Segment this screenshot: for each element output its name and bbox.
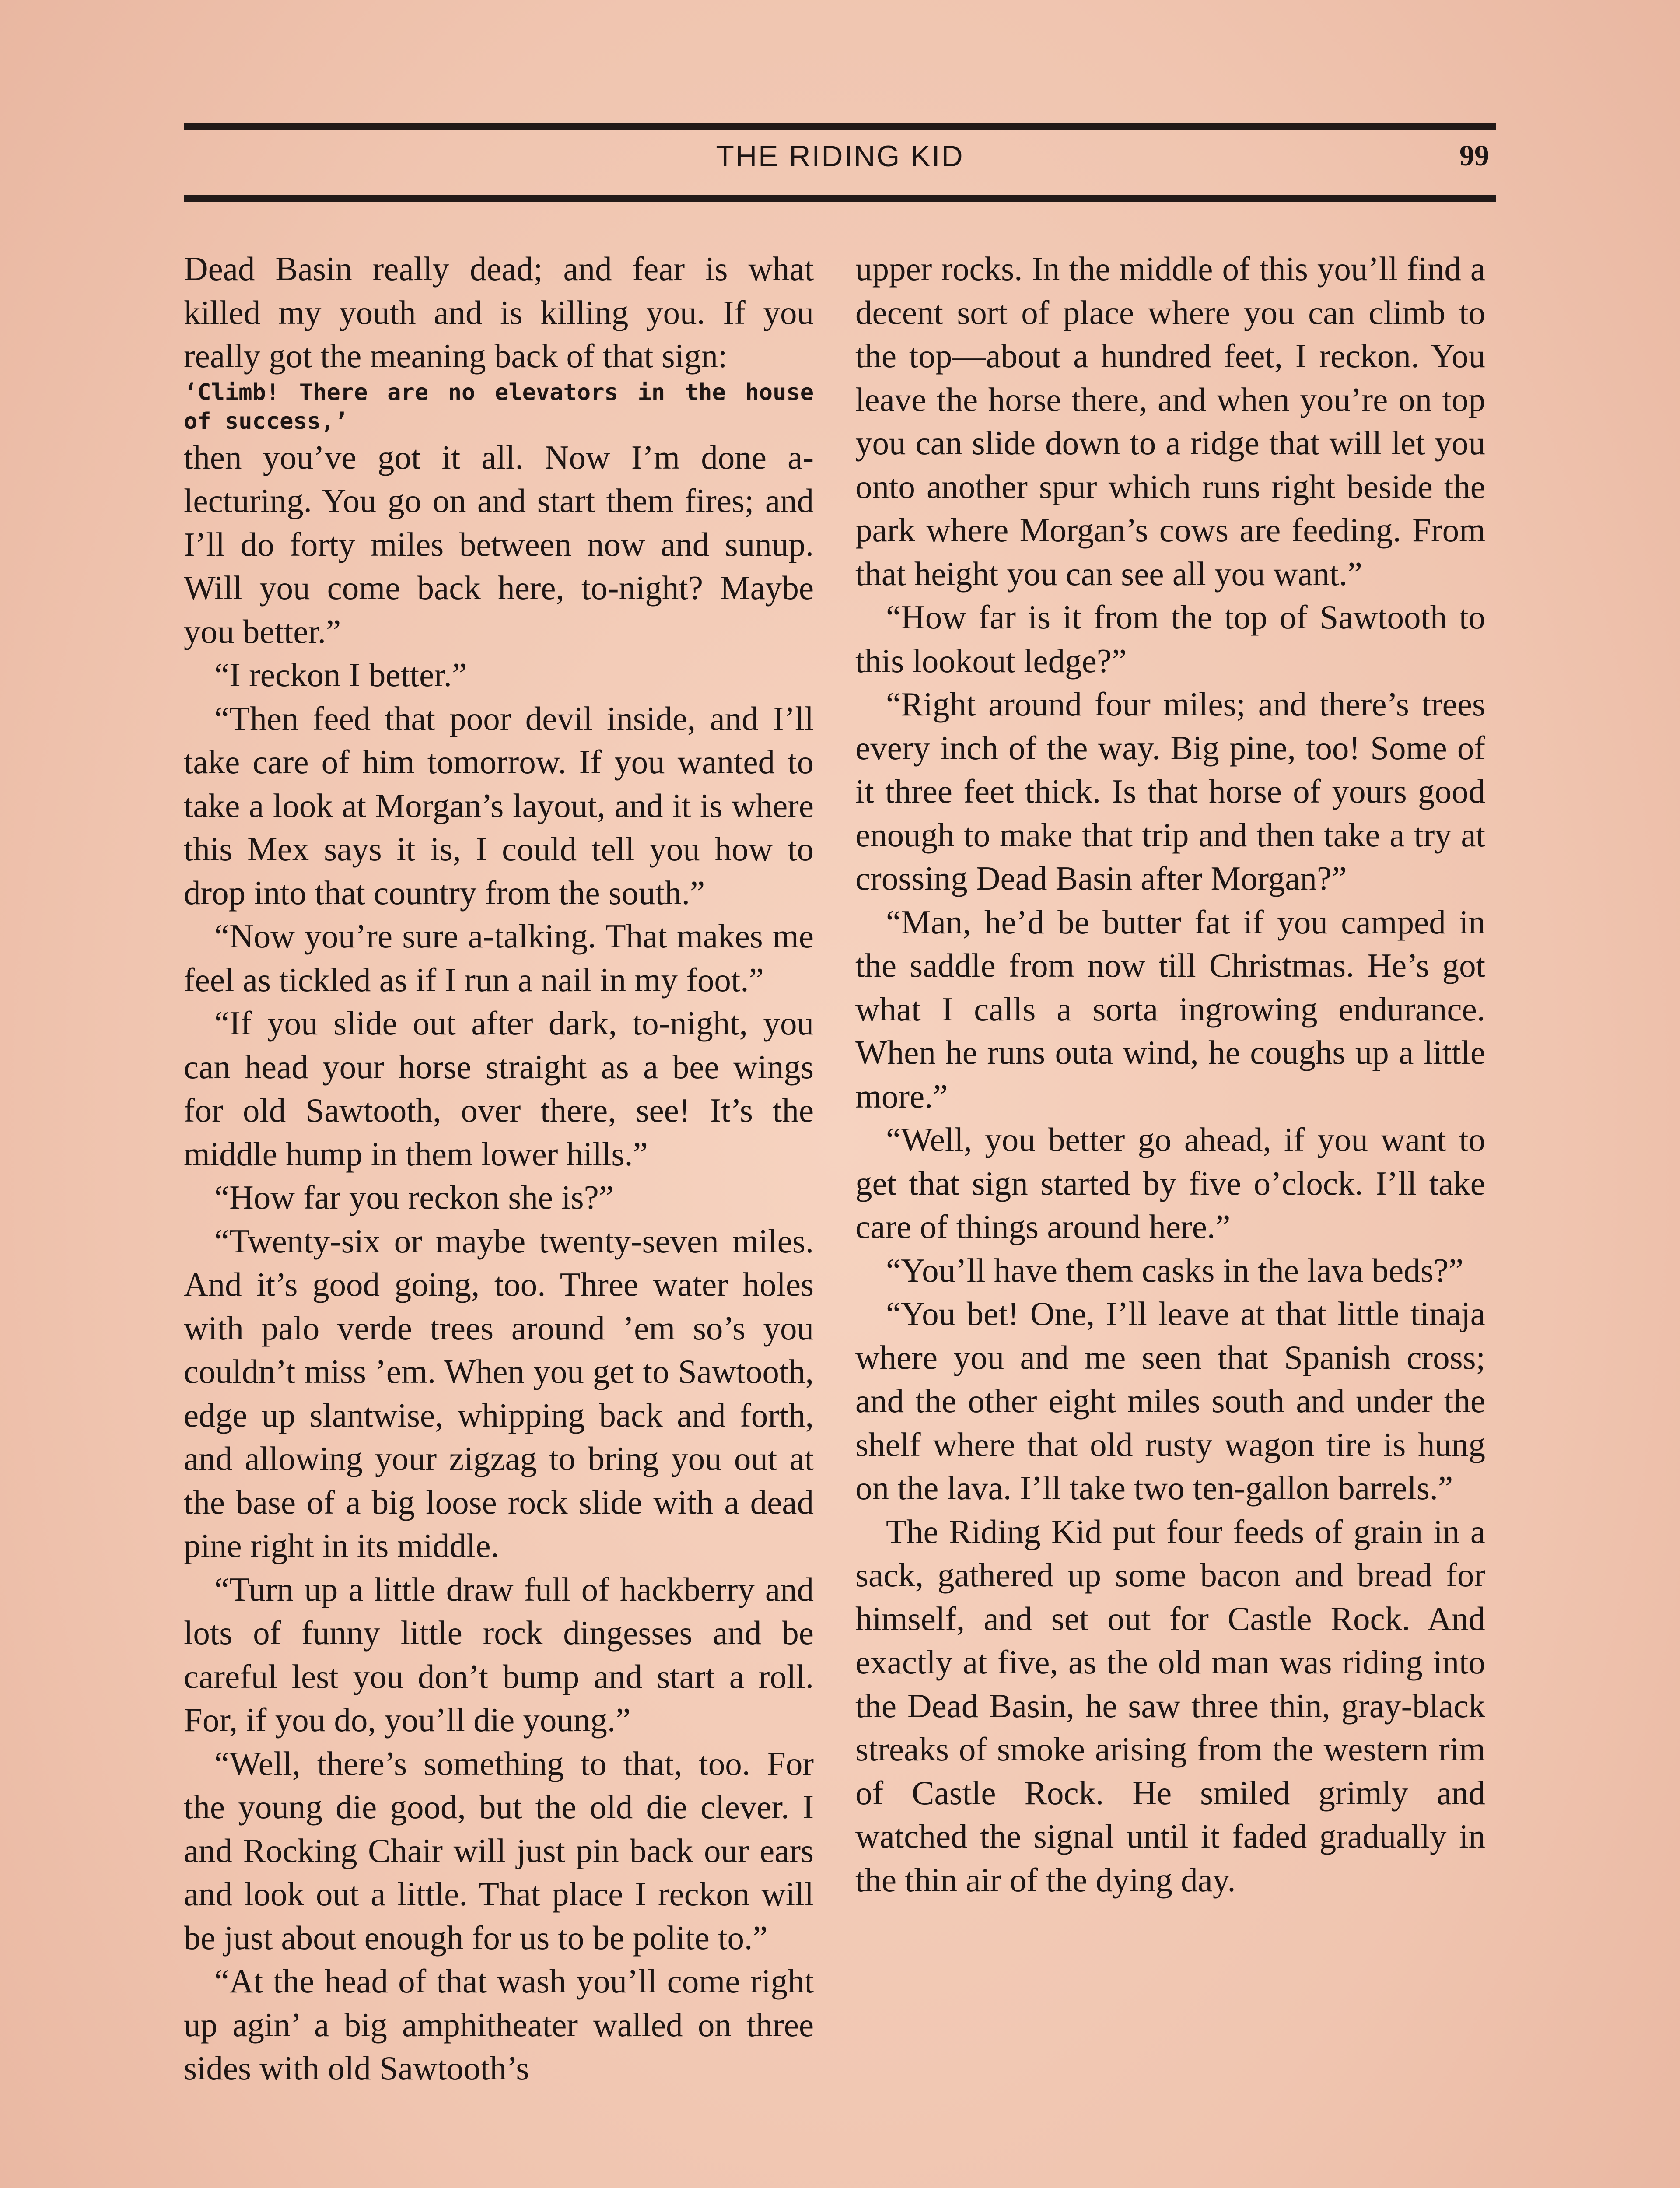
paragraph: “At the head of that wash you’ll come right up agin’ a big amphitheater walled on three sides with old Sawtooth’s [184, 1962, 814, 2087]
paragraph: “You’ll have them casks in the lava beds?” [886, 1251, 1464, 1289]
paragraph: Dead Basin really dead; and fear is what killed my youth and is killing you. If you really got the meaning back of that sign: [184, 250, 814, 375]
paragraph: “If you slide out after dark, to-night, you can head your horse straight as a bee wings for old Sawtooth, over there, see! It’s the middle hump in them lower hills.” [184, 1004, 814, 1173]
paragraph: “Now you’re sure a-talking. That makes me feel as tickled as if I run a nail in my foot.” [184, 917, 814, 999]
paragraph: “Twenty-six or maybe twenty-seven miles. And it’s good going, too. Three water holes with palo verde trees around ’em so’s you couldn’t miss ’em. When you get to Sawtooth, edge up slantwise, whipping back and forth, and allowing your zigzag to bring you out at the base of a big loose rock slide with a dead pine right in its middle. [184, 1222, 814, 1564]
paragraph: The Riding Kid put four feeds of grain in a sack, gathered up some bacon and bread for himself, and set out for Castle Rock. And exactly at five, as the old man was riding into the Dead Basin, he saw three thin, gray-black streaks of smoke arising from the western rim of Castle Rock. He smiled grimly and watched the signal until it faded gradually in the thin air of the dying day. [855, 1512, 1485, 1899]
header-rule-top [184, 123, 1496, 130]
paragraph: “Then feed that poor devil inside, and I’ll take care of him tomorrow. If you wanted to take a look at Morgan’s layout, and it is where this Mex says it is, I could tell you how to drop into that country from the south.” [184, 699, 814, 912]
right-text-column [855, 247, 1485, 1902]
running-header [184, 123, 1496, 202]
left-text-column [184, 247, 814, 2090]
header-rule-bottom [184, 195, 1496, 202]
running-title: THE RIDING KID [716, 140, 964, 173]
paragraph: then you’ve got it all. Now I’m done a-lecturing. You go on and start them fires; and I’ll do forty miles between now and sunup. Will you come back here, to-night? Maybe you better.” [184, 438, 814, 650]
paragraph: “I reckon I better.” [214, 656, 467, 694]
paragraph: “How far is it from the top of Sawtooth to this lookout ledge?” [855, 598, 1485, 680]
paragraph: “How far you reckon she is?” [214, 1178, 614, 1216]
sign-quote: ‘Climb! There are no elevators in the house of success,’ [184, 379, 814, 435]
paragraph: “Well, you better go ahead, if you want to get that sign started by five o’clock. I’ll take care of things around here.” [855, 1121, 1485, 1245]
paragraph: “You bet! One, I’ll leave at that little tinaja where you and me seen that Spanish cross; and the other eight miles south and under the shelf where that old rusty wagon tire is hung on the lava. I’ll take two ten-gallon barrels.” [855, 1295, 1485, 1507]
paragraph: “Turn up a little draw full of hackberry and lots of funny little rock dingesses and be careful lest you don’t bump and start a roll. For, if you do, you’ll die young.” [184, 1570, 814, 1739]
paragraph: upper rocks. In the middle of this you’ll find a decent sort of place where you can climb to the top—about a hundred feet, I reckon. You leave the horse there, and when you’re on top you can slide down to a ridge that will let you onto another spur which runs right beside the park where Morgan’s cows are feeding. From that height you can see all you want.” [855, 250, 1485, 593]
paragraph: “Right around four miles; and there’s trees every inch of the way. Big pine, too! Some of it three feet thick. Is that horse of yours good enough to make that trip and then take a try at crossing Dead Basin after Morgan?” [855, 685, 1485, 897]
paragraph: “Well, there’s something to that, too. For the young die good, but the old die clever. I and Rocking Chair will just pin back our ears and look out a little. That place I reckon will be just about enough for us to be polite to.” [184, 1744, 814, 1957]
paragraph: “Man, he’d be butter fat if you camped in the saddle from now till Christmas. He’s got what I calls a sorta ingrowing endurance. When he runs outa wind, he coughs up a little more.” [855, 903, 1485, 1115]
page-number: 99 [1460, 139, 1489, 172]
